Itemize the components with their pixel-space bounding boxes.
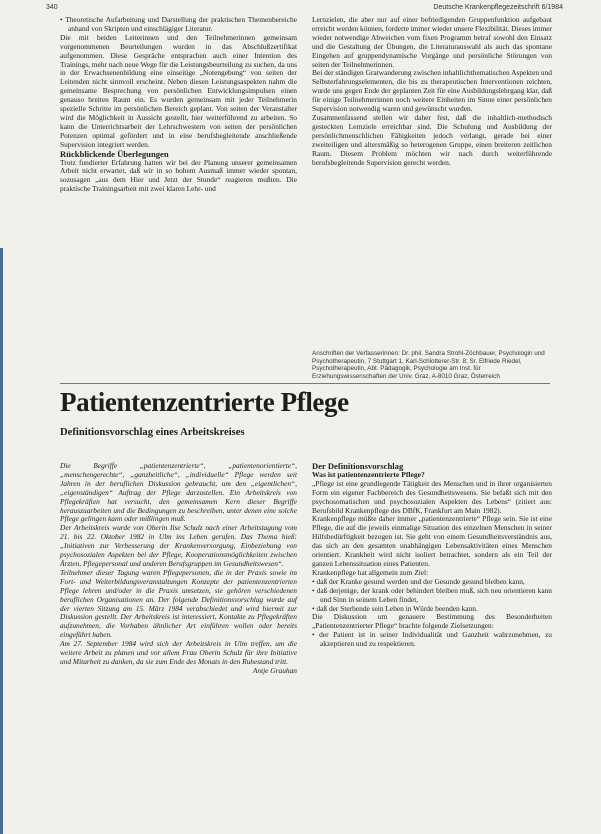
paragraph: Zusammenfassend stellen wir daher fest, daß die inhaltlich-methodisch gesteckten Lernziele erreichbar sind. Die Schulung und Ausbildung der persönlichmenschlichen Fähigkeiten jedoch verlangt, gerade bei einer zweiteiligen und altersmäßig so heterogenen Gruppe, einen breiteren zeitlichen Raum. Diesem Problem möchten wir nach durch weiterführende berufsbegleitende Supervision gerecht werden. [312, 112, 552, 167]
paragraph: Die Begriffe „patientenzentrierte“, „patientenorientierte“, „menschengerechte“, „ganzheitliche“, „individuelle“ Pflege werden seit Jahren in der beruflichen Diskussion gebraucht, um den „eigentlichen“, „eigenständigen“ Auftrag der Pflege darzustellen. Ein Arbeitskreis von Pflegekräften hat versucht, den gemeinsamen Kern dieser Begriffe herauszuarbeiten und die Bedingungen zu beschreiben, unter denen eine solche Pflege gelingen kann oder mißlingen muß. [60, 461, 297, 524]
column-right-top [312, 16, 552, 167]
list-item: • daß der Sterbende sein Leben in Würde beenden kann. [312, 603, 478, 613]
paragraph: Die Diskussion um genauere Bestimmung des Besonderheiten „Patientenzentrierter Pflege“ brachte folgende Zielsetzungen: [312, 612, 552, 631]
paragraph: Lernzielen, die aber nur auf einer befriedigenden Gruppenfunktion aufgebaut erreicht werden können, forderte immer wieder unsere Flexibilität. Dieses immer wieder notwendige Abweichen vom fixen Programm betraf sowohl den Einsatz und die Gestaltung der Übungen, die Literaturauswahl als auch das spontane Eingehen auf gruppendynamische Vorgänge und persönliche Störungen von seiten der Teilnehmerinnen. [312, 15, 552, 69]
bullet-theory: • Theoretische Aufarbeitung und Darstellung der praktischen Themenbereiche anhand von Skripten und einschlägiger Literatur. [60, 15, 297, 33]
binding-edge [0, 248, 3, 834]
paragraph: Teilnehmer dieser Tagung waren Pflegepersonen, die in der Praxis sowie im Fort- und Weiterbildungsveranstaltungen Konzepte der patientenzentrierten Pflege lehren und/oder in die Praxis umsetzen, sie gehören verschiedenen beruflichen Organisationen an. Der folgende Definitionsvorschlag wurde auf der vierten Sitzung am 15. März 1984 verabschiedet und wird hiermit zur Diskussion gestellt. Der Arbeitskreis ist interessiert, Kontakte zu Pflegekräften aufzunehmen, die Vorhaben ähnlicher Art einführen wollen oder bereits eingeführt haben. [60, 567, 297, 640]
article-subtitle: Definitionsvorschlag eines Arbeitskreises [60, 427, 245, 438]
section-question: Was ist patientenzentrierte Pflege? [312, 469, 425, 479]
section-heading: Rückblickende Überlegungen [60, 148, 169, 159]
paragraph: Krankenpflege müßte daher immer „patientenzentrierte“ Pflege sein. Sie ist eine Pflege, die auf die jeweils einmalige Situation des einzelnen Menschen in seiner Hilfsbedürftigkeit bezogen ist. Sie geht von einem Gesundheitsverständnis aus, das sich an den gesamten unabhängigen Lebensaktivitäten eines Menschen orientiert. Krankheit wird nicht isoliert betrachtet, sondern als ein Teil der ganzen Lebenssituation eines Patienten. [312, 514, 552, 568]
paragraph: Trotz fundierter Erfahrung hatten wir bei der Planung unserer gemeinsamen Arbeit nicht erwartet, daß wir in so hohem Ausmaß immer wieder spontan, sozusagen „aus dem Hier und Jetzt der Stunde“ reagieren mußten. Die praktische Trainingsarbeit mit zwei klaren Lehr- und [60, 157, 297, 194]
authors-note: Anschriften der Verfasserinnen: Dr. phil. Sandra Strohl-Zöchbauer, Psychologin und Psychotherapeutin, 7 Stuttgart 1, Karl-Schlotterer-Str. 8; Sr. Elfriede Riedel, Psychotherapeutin, Abt. Pädagogik, Psychologie am Inst. für Erziehungswissenschaften der Univ. Graz, A-8010 Graz, Österreich [312, 350, 545, 381]
paragraph: Der Arbeitskreis wurde von Oberin Ilse Schulz nach einer Arbeitstagung vom 21. bis 22. Oktober 1982 in Ulm ins Leben gerufen. Das Thema hieß: „Initiativen zur Verbesserung der Krankenversorgung, Einbeziehung von psychosozialen Aspekten bei der Pflege, Kooperationsmöglichkeiten zwischen Ärzten, Pflegepersonal und anderen Berufsgruppen im Gesundheitswesen“. [60, 523, 297, 568]
paragraph: Bei der ständigen Gratwanderung zwischen inhaltlichthematischen Aspekten und Selbsterfahrungselementen, die bis zu therapeutischen Interventionen reichten, wurde uns gegen Ende der geplanten Zeit für eine Ausbildungslehrgang klar, daß für einige Teilnehmerinnen noch weitere Einheiten im Sinne einer persönlichen Supervision notwendig waren und gewünscht wurden. [312, 68, 552, 114]
list-item: • der Patient ist in seiner Individualität und Ganzheit wahrzunehmen, zu akzeptieren und zu respektieren. [312, 630, 552, 649]
paragraph: „Pflege ist eine grundlegende Tätigkeit des Menschen und in ihrer organisierten Form ein eigener Fachbereich des Gesundheitswesens. Sie befaßt sich mit den psychosomatischen und psychosozialen Aspekten des Lebens“ (zitiert aus: Berufsbild Krankenpflege des DBfK, Frankfurt am Main 1982). [312, 478, 552, 515]
column-left-top [60, 16, 297, 194]
column-left-bottom [60, 462, 297, 676]
article-title: Patientenzentrierte Pflege [60, 387, 349, 417]
page-number: 340 [46, 4, 58, 11]
list-item: • daß derjenige, der krank oder behindert bleiben muß, sich neu orientieren kann und Sinn in seinem Leben findet, [312, 585, 552, 604]
paragraph: Am 27. September 1984 wird sich der Arbeitskreis in Ulm treffen, um die weitere Arbeit zu planen und vor allem Frau Oberin Schulz für ihre Initiative und Mitarbeit zu danken, da sie zum Ende des Monats in den Ruhestand tritt. [60, 639, 297, 666]
paragraph: Die mit beiden Leiterinnen und den Teilnehmerinnen gemeinsam vorgenommenen Beurteilungen wurden in das Abschlußzertifikat aufgenommen. Diese Gespräche entsprachen auch einer Intention des Trainings, mehr nach neue Wege für die Leistungsbeurteilung zu suchen, da uns in der Erwachsenenbildung eine einseitige „Notengebung“ von seiten der Leitenden nicht sinnvoll erscheint. Neben diesen Leistungsaspekten nahm die gemeinsame Besprechung von persönlichen Entwicklungsimpulsen einen genauso breiten Raum ein. Es wurden gemeinsam mit jeder Teilnehmerin spezielle Schritte im persönlichen Bereich geplant. Von seiten der Veranstalter wird die Möglichkeit in Aussicht gestellt, hier weiterführend zu arbeiten. So kann die Unterrichtsarbeit der Lehrschwestern von seiten der persönlichen Potenzen optimal gefördert und in eine berufsbegleitende anschließende Supervision integriert werden. [60, 32, 297, 149]
signature: Antje Grauhan [252, 665, 297, 675]
list-item: • daß der Kranke gesund werden und der Gesunde gesund bleiben kann, [312, 576, 525, 586]
divider [60, 383, 550, 384]
journal-name: Deutsche Krankenpflegezeitschrift 6/1984 [433, 4, 563, 11]
goal-intro: Krankenpflege hat allgemein zum Ziel: [312, 567, 429, 577]
column-right-bottom [312, 462, 552, 649]
section-heading: Der Definitionsvorschlag [312, 461, 404, 471]
